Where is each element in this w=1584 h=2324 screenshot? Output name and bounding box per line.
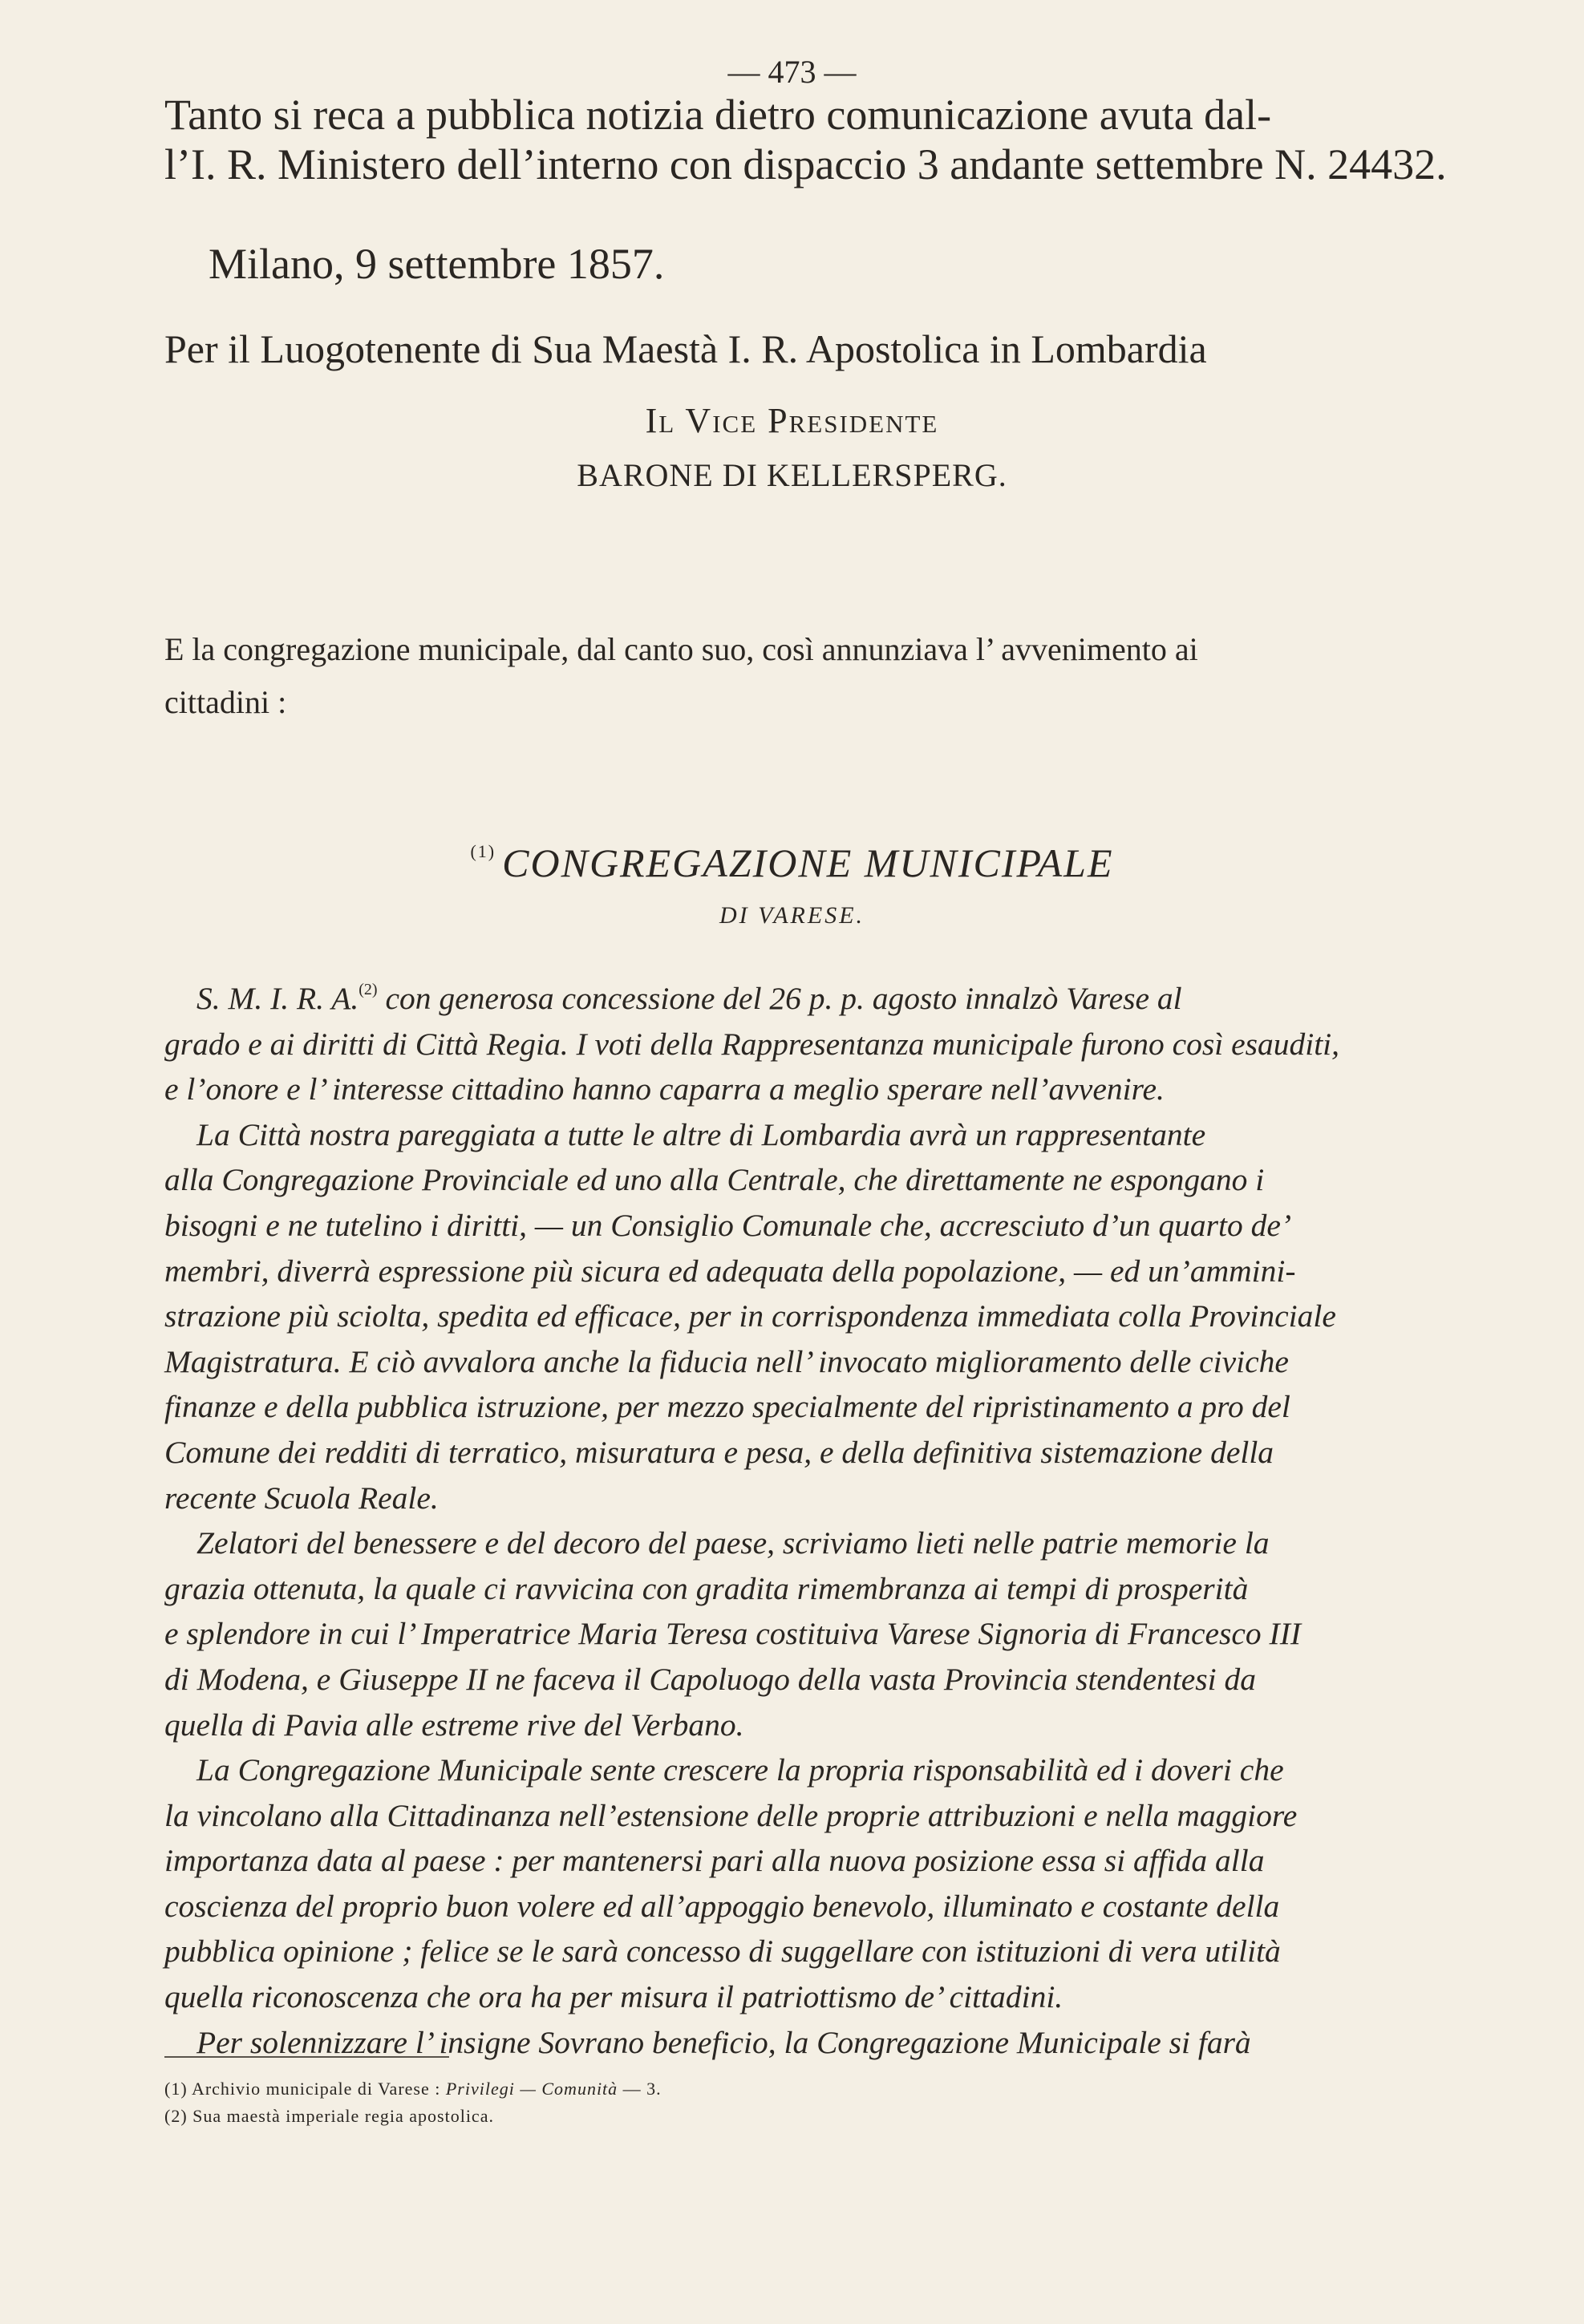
- date-line: Milano, 9 settembre 1857.: [209, 240, 665, 288]
- proclamation-subheading: DI VARESE.: [719, 902, 865, 929]
- text-line: grazia ottenuta, la quale ci ravvicina con gradita rimembranza ai tempi di prosperità: [164, 1570, 1249, 1606]
- text-line: E la congregazione municipale, dal canto suo, così annunziava l’ avvenimento ai: [164, 631, 1198, 667]
- footnote: [164, 2103, 662, 2130]
- footnote: [164, 2075, 662, 2103]
- proclamation-heading: [0, 828, 1584, 887]
- text-line: Zelatori del benessere e del decoro del paese, scriviamo lieti nelle patrie memorie la: [196, 1525, 1270, 1561]
- announcement-paragraph: [164, 90, 1447, 189]
- text-line: La Congregazione Municipale sente crescere la propria risponsabilità ed i doveri che: [196, 1752, 1284, 1788]
- text-line: grado e ai diritti di Città Regia. I voti della Rappresentanza municipale furono così esauditi,: [164, 1026, 1340, 1062]
- heading-title: CONGREGAZIONE MUNICIPALE: [502, 840, 1114, 885]
- footnote-text: (2) Sua maestà imperiale regia apostolica.: [164, 2106, 494, 2126]
- text-line: e splendore in cui l’ Imperatrice Maria Teresa costituiva Varese Signoria di Francesco III: [164, 1616, 1302, 1652]
- text-line: quella di Pavia alle estreme rive del Verbano.: [164, 1707, 744, 1743]
- text-line: Comune dei redditi di terratico, misuratura e pesa, e della definitiva sistemazione della: [164, 1434, 1274, 1470]
- text-line: bisogni e ne tutelino i diritti, — un Consiglio Comunale che, accresciuto d’un quarto de’: [164, 1207, 1292, 1243]
- text-line: coscienza del proprio buon volere ed all’appoggio benevolo, illuminato e costante della: [164, 1888, 1280, 1924]
- text-segment: con generosa concessione del 26 p. p. agosto innalzò Varese al: [377, 981, 1182, 1016]
- text-line: finanze e della pubblica istruzione, per mezzo specialmente del ripristinamento a pro del: [164, 1389, 1290, 1425]
- text-line: e l’onore e l’ interesse cittadino hanno caparra a meglio sperare nell’avvenire.: [164, 1071, 1165, 1107]
- text-line: la vincolano alla Cittadinanza nell’estensione delle proprie attribuzioni e nella maggiore: [164, 1797, 1298, 1833]
- footnote-text: (1) Archivio municipale di Varese :: [164, 2079, 446, 2099]
- footnote-tail: — 3.: [618, 2079, 662, 2099]
- text-line: importanza data al paese : per mantenersi pari alla nuova posizione essa si affida alla: [164, 1843, 1265, 1879]
- footnote-marker: (1): [470, 841, 496, 861]
- footnote-divider: [164, 2056, 449, 2058]
- signature-name: BARONE DI KELLERSPERG.: [577, 457, 1007, 493]
- page-number: — 473 —: [727, 54, 857, 90]
- text-line: Per solennizzare l’ insigne Sovrano beneficio, la Congregazione Municipale si farà: [196, 2024, 1251, 2060]
- vice-presidente-title: Il Vice Presidente: [645, 401, 939, 440]
- text-line: [164, 967, 1339, 1022]
- text-line: l’I. R. Ministero dell’interno con dispaccio 3 andante settembre N. 24432.: [164, 140, 1447, 188]
- intro-paragraph: [164, 623, 1198, 729]
- text-line: strazione più sciolta, spedita ed efficace, per in corrispondenza immediata colla Provinciale: [164, 1298, 1336, 1334]
- text-line: La Città nostra pareggiata a tutte le altre di Lombardia avrà un rappresentante: [196, 1116, 1206, 1152]
- proclamation-body: [164, 967, 1339, 2065]
- footnote-marker: (2): [359, 981, 378, 998]
- text-line: recente Scuola Reale.: [164, 1480, 439, 1516]
- text-line: alla Congregazione Provinciale ed uno alla Centrale, che direttamente ne espongano i: [164, 1162, 1265, 1198]
- text-line: pubblica opinione ; felice se le sarà concesso di suggellare con istituzioni di vera utilità: [164, 1933, 1281, 1970]
- text-line: cittadini :: [164, 684, 287, 720]
- text-line: membri, diverrà espressione più sicura ed adequata della popolazione, — ed un’ammini-: [164, 1253, 1296, 1289]
- text-segment: S. M. I. R. A.: [196, 981, 359, 1016]
- text-line: quella riconoscenza che ora ha per misura il patriottismo de’ cittadini.: [164, 1979, 1063, 2015]
- text-line: Tanto si reca a pubblica notizia dietro comunicazione avuta dal-: [164, 91, 1272, 139]
- footnotes: [164, 2075, 662, 2130]
- footnote-italic: Privilegi — Comunità: [445, 2079, 618, 2099]
- text-line: di Modena, e Giuseppe II ne faceva il Capoluogo della vasta Provincia stendentesi da: [164, 1661, 1256, 1697]
- luogotenente-line: Per il Luogotenente di Sua Maestà I. R. Apostolica in Lombardia: [164, 326, 1207, 371]
- text-line: Magistratura. E ciò avvalora anche la fiducia nell’ invocato miglioramento delle civiche: [164, 1343, 1289, 1379]
